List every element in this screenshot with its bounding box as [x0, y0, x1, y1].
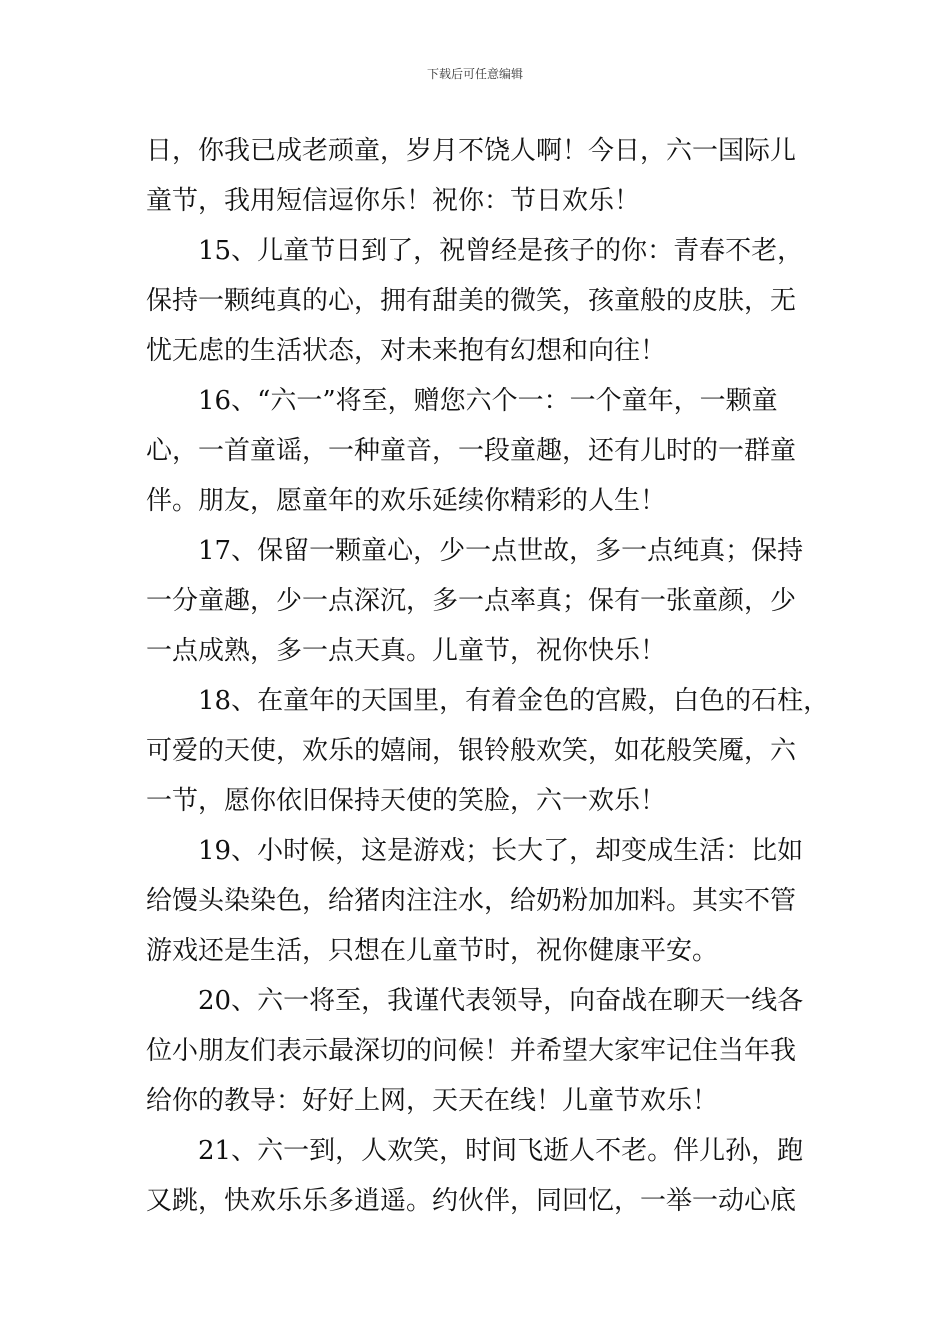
paragraph	[146, 226, 826, 376]
text-line: 心，一首童谣，一种童音，一段童趣，还有儿时的一群童	[146, 436, 797, 466]
paragraph	[146, 976, 826, 1126]
text-line: 忧无虑的生活状态，对未来抱有幻想和向往！	[146, 336, 667, 366]
page-header: 下载后可任意编辑	[426, 67, 523, 81]
paragraph	[146, 676, 830, 826]
paragraph	[146, 1126, 826, 1226]
text-line: 一节，愿你依旧保持天使的笑脸，六一欢乐！	[146, 786, 667, 816]
document-body	[146, 126, 830, 1226]
text-line: 一分童趣，少一点深沉，多一点率真；保有一张童颜，少	[146, 586, 797, 616]
text-line: 日，你我已成老顽童，岁月不饶人啊！今日，六一国际儿	[146, 136, 797, 166]
text-line: 位小朋友们表示最深切的问候！并希望大家牢记住当年我	[146, 1036, 797, 1066]
text-line: 可爱的天使，欢乐的嬉闹，银铃般欢笑，如花般笑魇，六	[146, 736, 797, 766]
text-line: 给你的教导：好好上网，天天在线！儿童节欢乐！	[146, 1086, 719, 1116]
paragraph	[146, 826, 826, 976]
text-line: 伴。朋友，愿童年的欢乐延续你精彩的人生！	[146, 486, 667, 516]
text-line: 19、小时候，这是游戏；长大了，却变成生活：比如	[198, 836, 804, 866]
paragraph	[146, 126, 826, 226]
text-line: 童节，我用短信逗你乐！祝你：节日欢乐！	[146, 186, 641, 216]
text-line: 18、在童年的天国里，有着金色的宫殿，白色的石柱，	[198, 686, 830, 716]
paragraph	[146, 376, 826, 526]
text-line: 21、六一到，人欢笑，时间飞逝人不老。伴儿孙，跑	[198, 1136, 804, 1166]
text-line: 20、六一将至，我谨代表领导，向奋战在聊天一线各	[198, 986, 804, 1016]
text-line: 又跳，快欢乐乐多逍遥。约伙伴，同回忆，一举一动心底	[146, 1186, 797, 1216]
text-line: 游戏还是生活，只想在儿童节时，祝你健康平安。	[146, 936, 719, 966]
text-line: 15、儿童节日到了，祝曾经是孩子的你：青春不老，	[198, 236, 804, 266]
text-line: 16、“六一”将至，赠您六个一：一个童年，一颗童	[198, 386, 778, 416]
text-line: 保持一颗纯真的心，拥有甜美的微笑，孩童般的皮肤，无	[146, 286, 797, 316]
text-line: 一点成熟，多一点天真。儿童节，祝你快乐！	[146, 636, 667, 666]
text-line: 给馒头染染色，给猪肉注注水，给奶粉加加料。其实不管	[146, 886, 797, 916]
paragraph	[146, 526, 826, 676]
text-line: 17、保留一颗童心，少一点世故，多一点纯真；保持	[198, 536, 804, 566]
